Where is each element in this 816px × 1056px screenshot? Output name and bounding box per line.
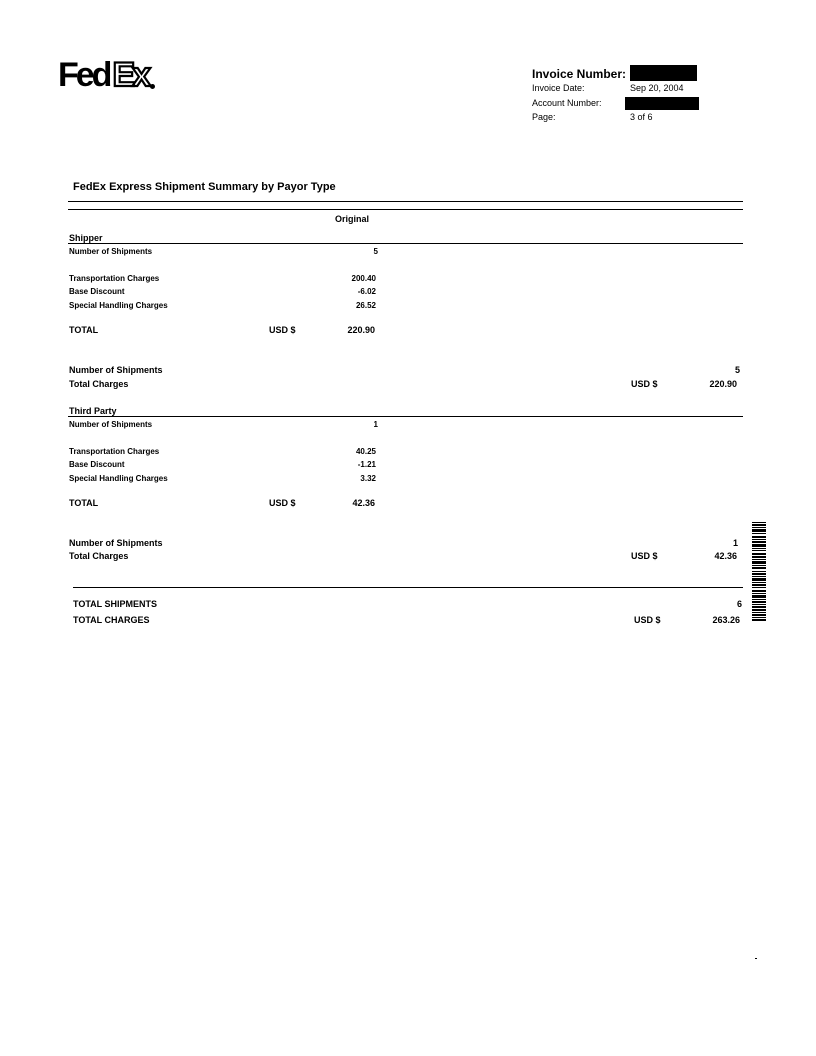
barcode-stripe [752,533,766,534]
total-value: 42.36 [352,498,375,508]
charge-label: Base Discount [69,460,125,469]
barcode-stripe [752,593,766,594]
page-mark [755,958,757,959]
summary-shipments-value: 5 [734,365,740,375]
summary-currency: USD $ [631,551,658,561]
barcode-stripe [752,525,766,526]
barcode-stripe [752,617,766,618]
summary-charges-value: 220.90 [709,379,737,389]
grand-total-charges-value: 263.26 [712,615,740,625]
total-currency: USD $ [269,325,296,335]
charge-value: 40.25 [355,447,376,456]
invoice-date-label: Invoice Date: [532,83,585,93]
barcode-stripe [752,542,766,543]
charge-value: 26.52 [355,301,376,310]
barcode-stripe [752,587,766,588]
grand-total-shipments-value: 6 [736,599,742,609]
barcode-stripe [752,527,766,528]
barcode-stripe [752,607,766,608]
barcode-stripe [752,582,766,583]
barcode-stripe [752,539,766,540]
summary-charges-value: 42.36 [714,551,737,561]
total-value: 220.90 [347,325,375,335]
barcode-stripe [752,557,766,558]
barcode-stripe [752,559,766,560]
total-label: TOTAL [69,325,99,335]
charge-label: Special Handling Charges [69,474,168,483]
summary-shipments-label: Number of Shipments [69,538,163,548]
charge-label: Transportation Charges [69,447,160,456]
barcode-stripe [752,531,766,532]
logo-ex: Ex [112,56,149,94]
section-rule-third-party [68,416,743,417]
shipments-value: 5 [373,247,378,256]
barcode-stripe [752,604,766,605]
page-label: Page: [532,112,556,122]
shipments-value: 1 [373,420,378,429]
grand-total-rule [73,587,743,588]
charge-value: 3.32 [360,474,376,483]
barcode-stripe [752,580,766,581]
logo-dot [150,84,155,89]
barcode-stripe [752,548,766,549]
barcode-stripe [752,585,766,586]
invoice-date-value: Sep 20, 2004 [630,83,684,93]
charge-value: -6.02 [357,287,376,296]
summary-title: FedEx Express Shipment Summary by Payor Type [73,181,336,193]
invoice-number-redaction [630,65,697,81]
barcode-stripe [752,597,766,598]
charge-value: 200.40 [351,274,376,283]
summary-shipments-label: Number of Shipments [69,365,163,375]
charge-label: Transportation Charges [69,274,160,283]
account-number-label: Account Number: [532,98,602,108]
barcode-stripe [752,522,766,523]
charge-label: Special Handling Charges [69,301,168,310]
account-number-redaction [625,97,699,110]
barcode-stripe [752,610,766,611]
section-rule-shipper [68,243,743,244]
barcode-stripe [752,568,766,569]
barcode-stripe [752,574,766,575]
section-title-third-party: Third Party [69,406,117,416]
grand-total-charges-label: TOTAL CHARGES [73,615,150,625]
title-rule-top [68,201,743,202]
summary-charges-label: Total Charges [69,551,129,561]
barcode-stripe [752,599,766,600]
barcode-stripe [752,565,766,566]
section-title-shipper: Shipper [69,233,103,243]
charge-label: Base Discount [69,287,125,296]
summary-shipments-value: 1 [732,538,738,548]
page-value: 3 of 6 [630,112,653,122]
shipments-label: Number of Shipments [69,420,153,429]
summary-charges-label: Total Charges [69,379,129,389]
grand-total-currency: USD $ [634,615,661,625]
barcode-stripe [752,537,766,538]
barcode-stripe [752,602,766,603]
total-label: TOTAL [69,498,99,508]
barcode-stripe [752,546,766,547]
logo-fed: Fed [58,56,110,94]
barcode-stripe [752,571,766,572]
title-rule-bottom [68,209,743,210]
barcode-stripe [752,576,766,577]
barcode-stripe [752,612,766,613]
charge-value: -1.21 [357,460,376,469]
shipments-label: Number of Shipments [69,247,153,256]
barcode-stripe [752,620,766,621]
barcode-stripe [752,554,766,555]
invoice-number-label: Invoice Number: [532,67,627,81]
barcode-stripe [752,563,766,564]
grand-total-shipments-label: TOTAL SHIPMENTS [73,599,158,609]
barcode-icon [752,522,766,622]
column-header-original: Original [335,214,370,224]
fedex-logo [58,58,148,92]
barcode-stripe [752,615,766,616]
barcode-stripe [752,550,766,551]
barcode-stripe [752,591,766,592]
summary-currency: USD $ [631,379,658,389]
total-currency: USD $ [269,498,296,508]
